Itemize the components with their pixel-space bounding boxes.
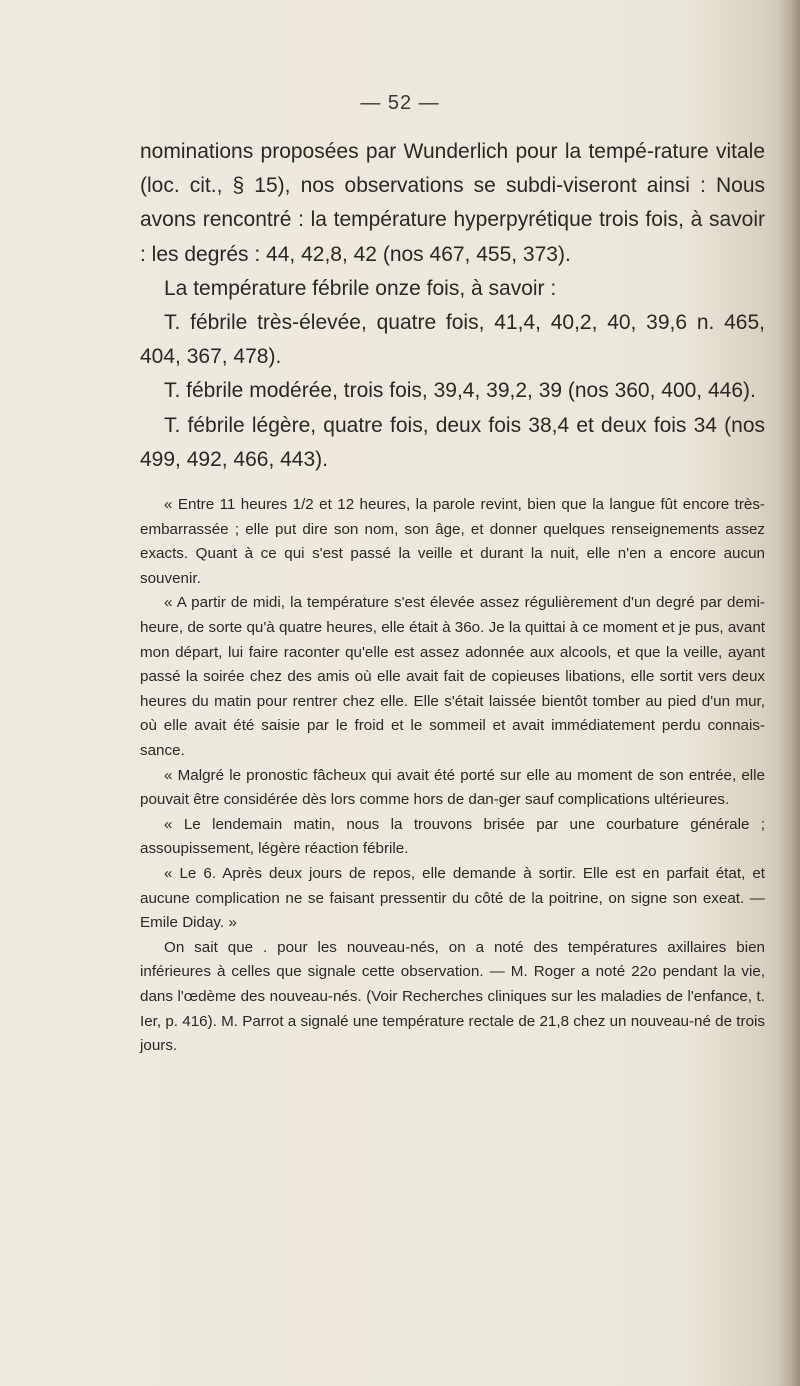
page-body — [140, 135, 765, 1059]
page-edge-shadow — [778, 0, 800, 1386]
paragraph-febrile-moderate: T. fébrile modérée, trois fois, 39,4, 39,2, 39 (nos 360, 400, 446). — [164, 379, 756, 403]
paragraph-febrile-count: La température fébrile onze fois, à savoir : — [164, 276, 557, 300]
case-quote — [140, 493, 765, 1059]
quote-paragraph: « Entre 11 heures 1/2 et 12 heures, la parole revint, bien que la langue fût encore très-embarrassée ; elle put dire son nom, son âge, et donner quelques renseignements assez exacts. Quant à ce qui s'est passé la veille et durant la nuit, elle n'en a encore aucun souvenir. — [140, 496, 765, 587]
paragraph-febrile-light: T. fébrile légère, quatre fois, deux fois 38,4 et deux fois 34 (nos 499, 492, 466, 443). — [140, 413, 765, 471]
page-number: — 52 — — [360, 92, 440, 114]
quote-paragraph: « Malgré le pronostic fâcheux qui avait été porté sur elle au moment de son entrée, elle pouvait être considérée dès lors comme hors de dan-ger sauf complications ultérieures. — [140, 766, 765, 809]
quote-paragraph: « Le 6. Après deux jours de repos, elle demande à sortir. Elle est en parfait état, et aucune complication ne se faisant pressentir du côté de la poitrine, on signe son exeat. — Emile Diday. » — [140, 864, 765, 932]
quote-paragraph: « Le lendemain matin, nous la trouvons brisée par une courbature générale ; assoupissement, légère réaction fébrile. — [140, 815, 765, 858]
quote-paragraph: « A partir de midi, la température s'est élevée assez régulièrement d'un degré par demi-heure, de sorte qu'à quatre heures, elle était à 36o. Je la quittai à ce moment et je pus, avant mon départ, lui faire raconter qu'elle est assez adonnée aux alcools, et que la veille, ayant passé la soirée chez des amis où elle avait fait de copieuses libations, elle sortit vers deux heures du matin pour rentrer chez elle. Elle s'était laissée bientôt tomber au pied d'un mur, où elle avait été saisie par le froid et le sommeil et avait immédiatement perdu connais-sance. — [140, 594, 765, 759]
paragraph-intro: nominations proposées par Wunderlich pour la tempé-rature vitale (loc. cit., § 15), nos observations se subdi-viseront ainsi : Nous avons rencontré : la température hyperpyrétique trois fois, à savoir : les degrés : 44, 42,8, 42 (nos 467, 455, 373). — [140, 140, 765, 266]
closing-paragraph: On sait que . pour les nouveau-nés, on a noté des températures axillaires bien inférieures à celles que signale cette observation. — M. Roger a noté 22o pendant la vie, dans l'œdème des nouveau-nés. (Voir Recherches cliniques sur les maladies de l'enfance, t. Ier, p. 416). M. Parrot a signalé une température rectale de 21,8 chez un nouveau-né de trois jours. — [140, 938, 765, 1055]
paragraph-febrile-high: T. fébrile très-élevée, quatre fois, 41,4, 40,2, 40, 39,6 n. 465, 404, 367, 478). — [140, 311, 765, 369]
